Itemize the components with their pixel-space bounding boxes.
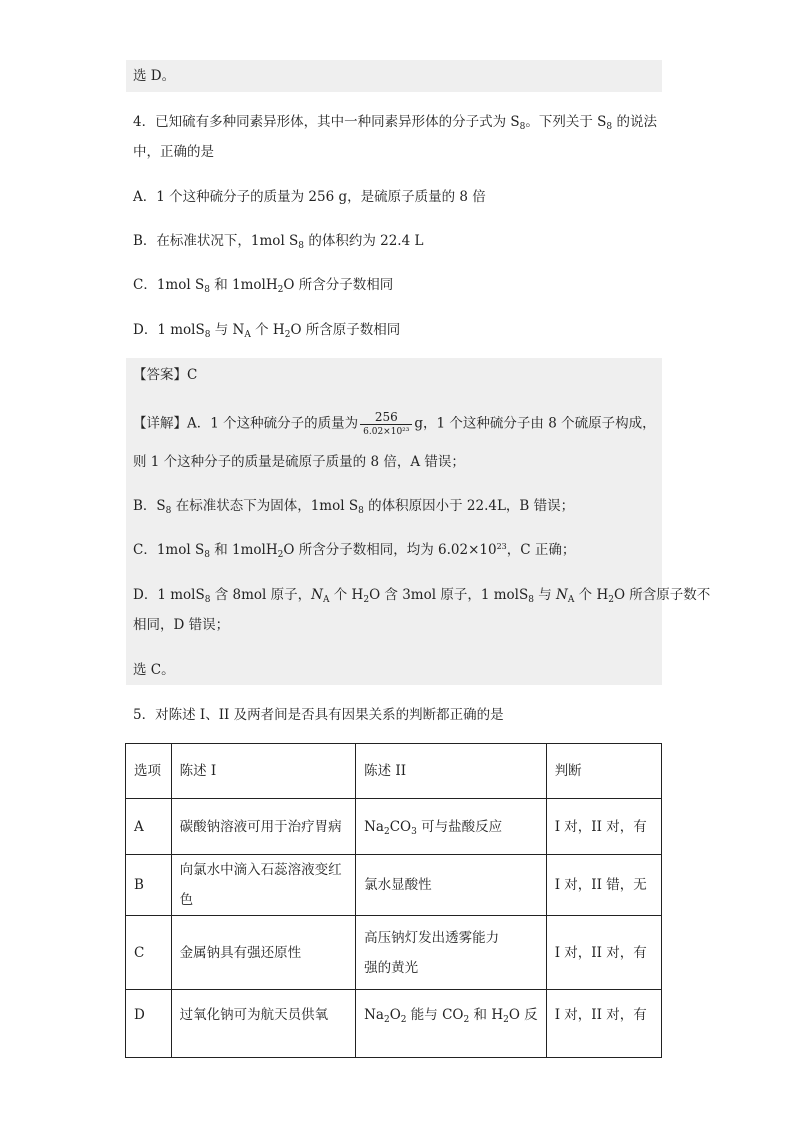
row-statement-2: $Na_2CO_3$ 可与盐酸反应 <box>356 799 547 855</box>
header-statement-2: 陈述 II <box>356 744 547 799</box>
row-option: D <box>126 990 172 1058</box>
q4-option-c: C．1mol $S_8$ 和 1molH$_2$O 所含分子数相同 <box>133 277 394 295</box>
table-header-row <box>126 744 662 799</box>
header-option: 选项 <box>126 744 172 799</box>
q4-detail-a: 【详解】A．1 个这种硫分子的质量为 $\frac{256}{\text{6.02×10²³}}$ g，1 个这种硫分子由 8 个硫原子构成， <box>133 410 656 437</box>
row-statement-2: 高压钠灯发出透雾能力 强的黄光 <box>356 916 547 990</box>
mass-fraction: $\frac{256}{\text{6.02×10²³}}$ <box>360 410 412 438</box>
q4-detail-d: D．1 molS$_8$ 含 8mol 原子，$N_A$ 个 $H_2O$ 含 3mol 原子，1 molS$_8$ 与 $N_A$ 个 $H_2O$ 所含原子数不 <box>133 587 711 605</box>
q4-detail-a-cont: 则 1 个这种分子的质量是硫原子质量的 8 倍，A 错误； <box>133 454 465 470</box>
header-statement-1: 陈述 I <box>171 744 356 799</box>
header-judgement: 判断 <box>546 744 661 799</box>
q4-option-a: A．1 个这种硫分子的质量为 256 g，是硫原子质量的 8 倍 <box>133 189 486 205</box>
q4-answer: 【答案】C <box>133 367 198 383</box>
q4-stem-line1: 4．已知硫有多种同素异形体，其中一种同素异形体的分子式为 $S_8$。下列关于 $S_8$ 的说法 <box>133 114 657 132</box>
row-judgement: I 对，II 对，有 <box>546 799 661 855</box>
q4-final-choice: 选 C。 <box>133 662 175 678</box>
table-row <box>126 916 662 990</box>
q4-detail-c: C．1mol $S_8$ 和 1molH$_2$O 所含分子数相同，均为 $6.02\times 10^{23}$，C 正确； <box>133 542 576 560</box>
q4-detail-d-cont: 相同，D 错误； <box>133 617 230 633</box>
row-statement-1: 过氧化钠可为航天员供氧 <box>171 990 356 1058</box>
row-statement-1: 向氯水中滴入石蕊溶液变红色 <box>171 855 356 916</box>
row-judgement: I 对，II 错，无 <box>546 855 661 916</box>
row-statement-1: 碳酸钠溶液可用于治疗胃病 <box>171 799 356 855</box>
table-row <box>126 799 662 855</box>
prev-answer-block <box>126 60 662 92</box>
row-statement-2: 氯水显酸性 <box>356 855 547 916</box>
q4-option-d: D．1 molS$_8$ 与 $N_A$ 个 $H_2O$ 所含原子数相同 <box>133 322 401 340</box>
table-row <box>126 990 662 1058</box>
row-option: A <box>126 799 172 855</box>
row-judgement: I 对，II 对，有 <box>546 990 661 1058</box>
q4-answer-block <box>126 358 662 685</box>
q4-stem-line2: 中，正确的是 <box>133 144 214 160</box>
q4-option-b: B．在标准状况下，1mol $S_8$ 的体积约为 22.4 L <box>133 233 424 251</box>
table-row <box>126 855 662 916</box>
q4-detail-b: B．$S_8$ 在标准状态下为固体，1mol $S_8$ 的体积原因小于 22.4L，B 错误； <box>133 498 575 516</box>
row-option: C <box>126 916 172 990</box>
row-statement-2: $Na_2O_2$ 能与 $CO_2$ 和 $H_2O$ 反 <box>356 990 547 1058</box>
row-statement-1: 金属钠具有强还原性 <box>171 916 356 990</box>
q5-stem: 5．对陈述 I、II 及两者间是否具有因果关系的判断都正确的是 <box>133 707 504 723</box>
q5-table <box>125 743 662 1058</box>
row-option: B <box>126 855 172 916</box>
prev-answer-tail: 选 D。 <box>133 68 176 84</box>
row-judgement: I 对，II 对，有 <box>546 916 661 990</box>
